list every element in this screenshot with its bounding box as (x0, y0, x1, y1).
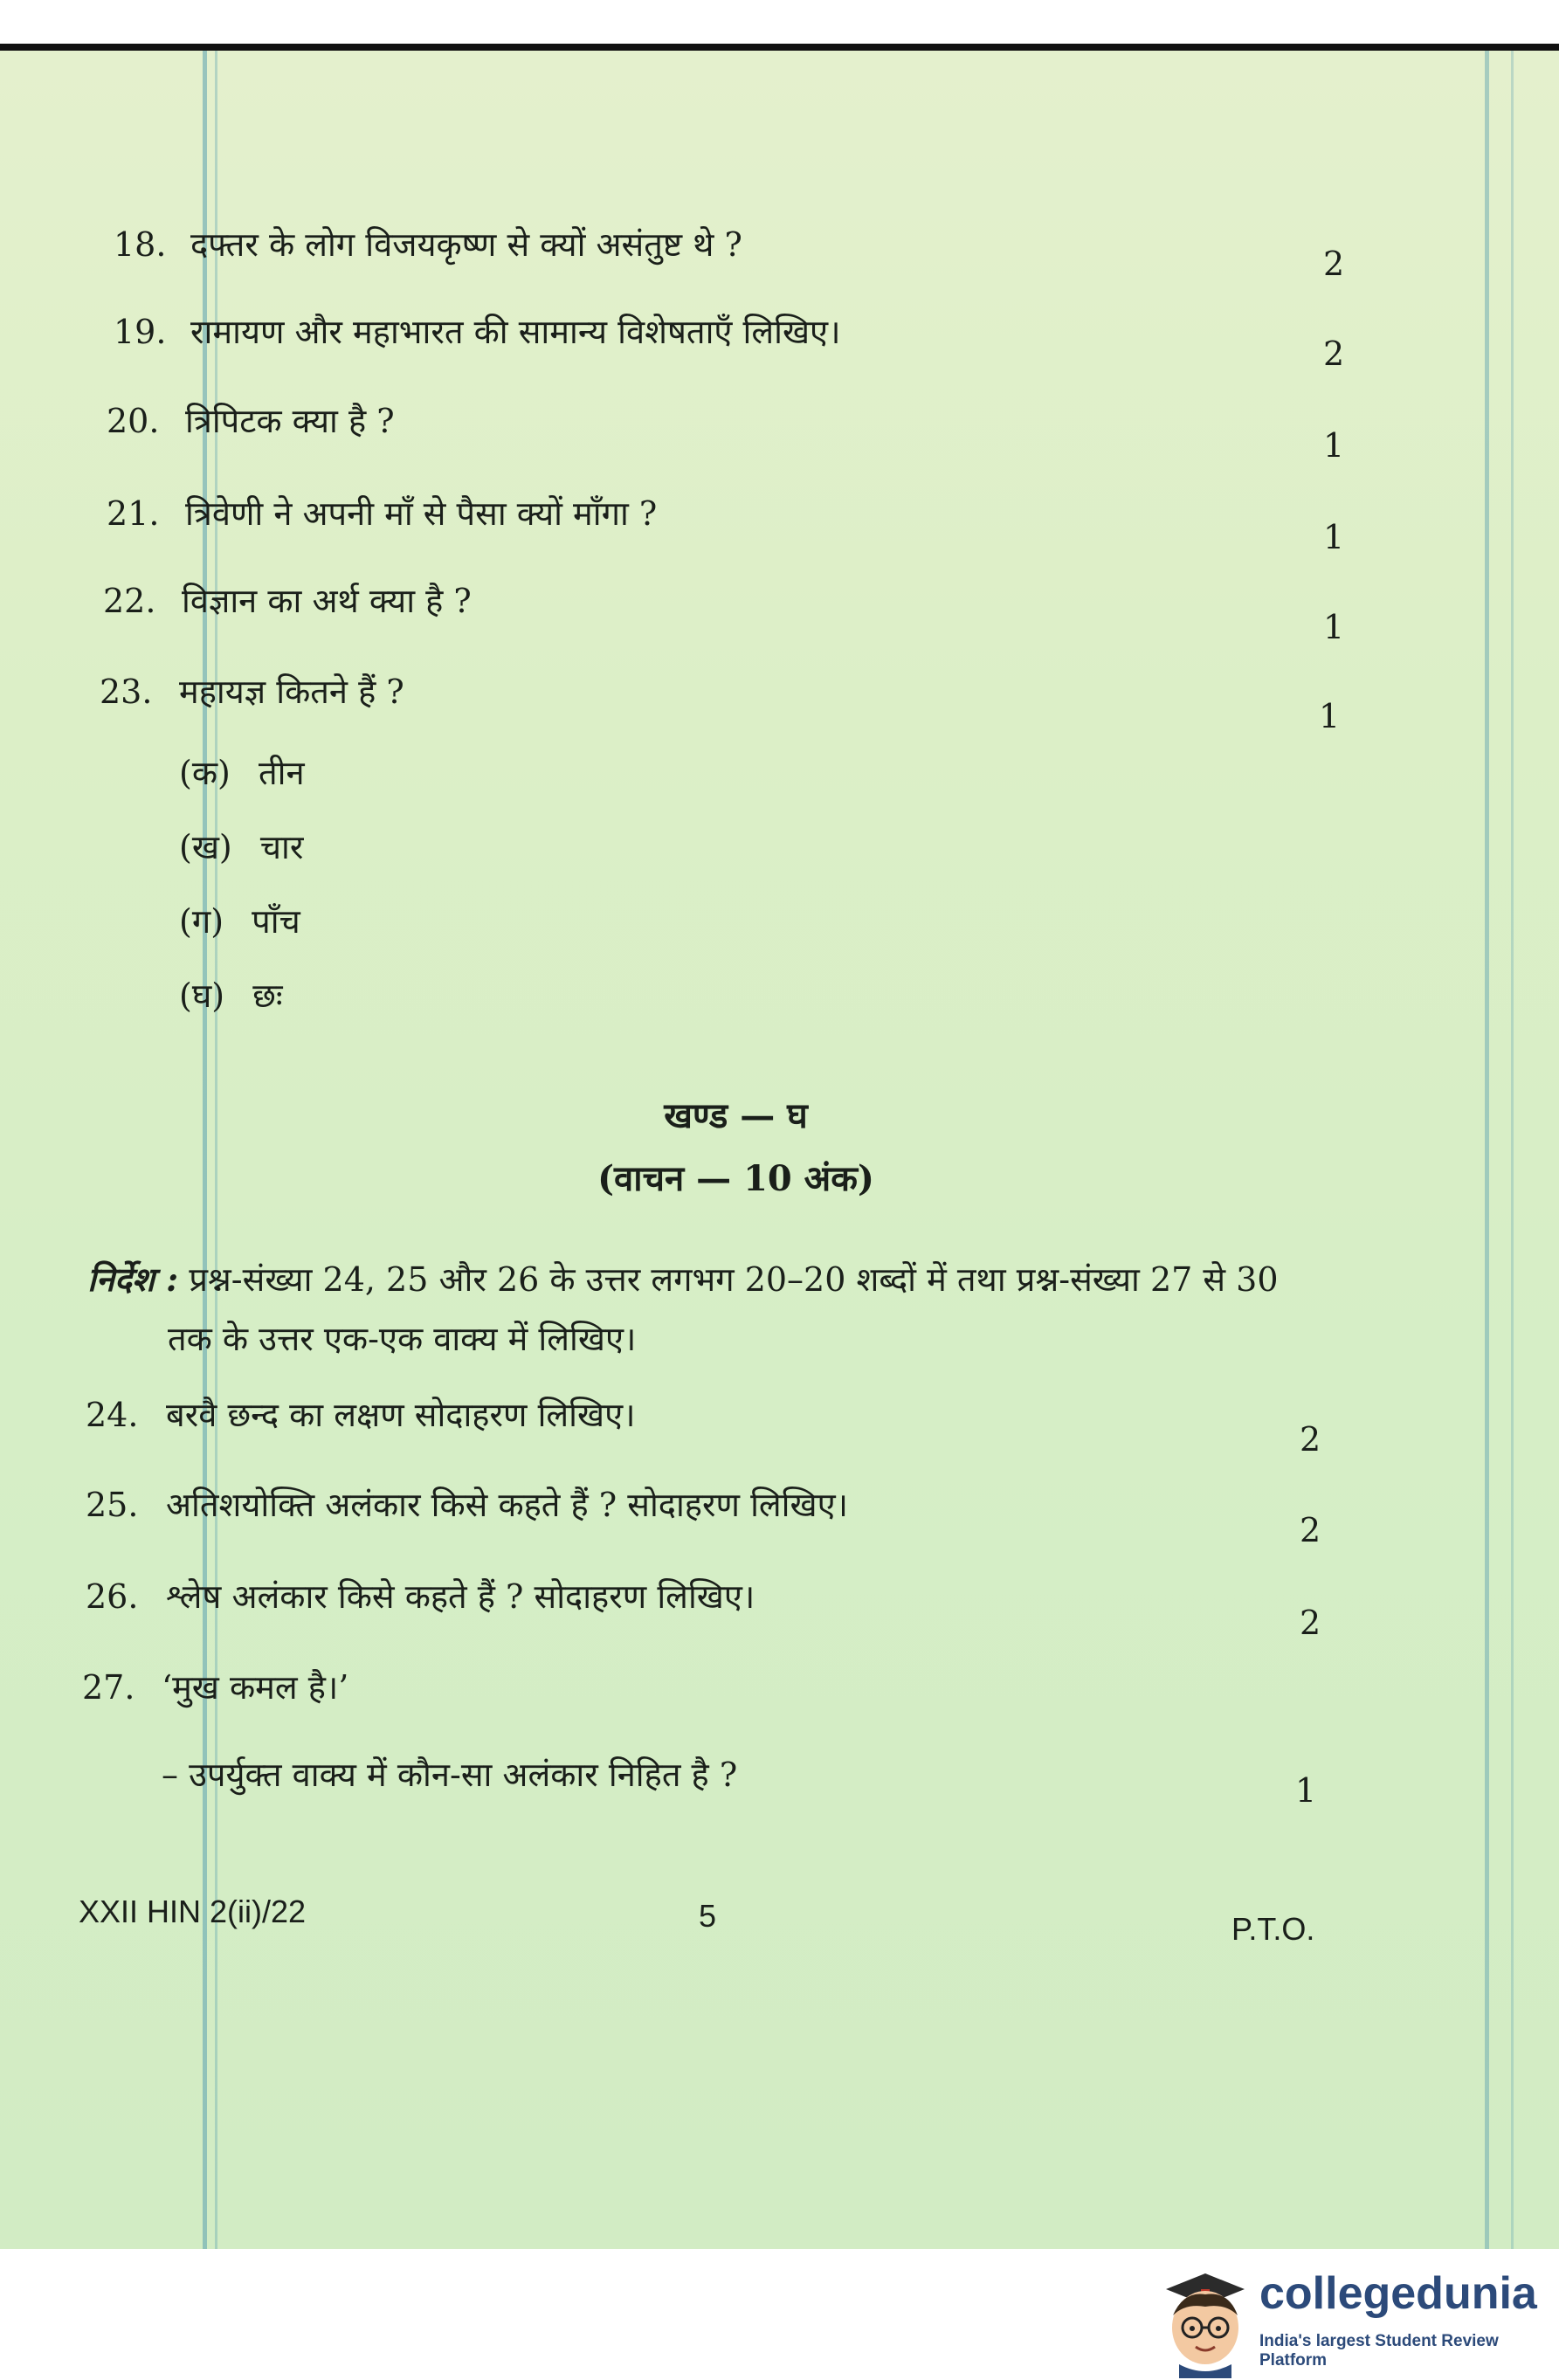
question-number: 18. (114, 225, 167, 264)
brand-watermark (1153, 2252, 1559, 2380)
question-text: त्रिपिटक क्या है ? (185, 402, 395, 440)
question-number: 23. (100, 673, 153, 711)
option-label: (क) (179, 754, 231, 792)
question-text: दफ्तर के लोग विजयकृष्ण से क्यों असंतुष्ट थे ? (190, 225, 742, 264)
question-27-text: – उपर्युक्त वाक्य में कौन-सा अलंकार निहित है ? (162, 1756, 738, 1794)
question-number: 27. (82, 1668, 135, 1707)
question-mark: 1 (1323, 426, 1345, 465)
brand-name: collegedunia (1259, 2268, 1537, 2319)
option-b (179, 824, 303, 869)
instruction-label: निर्देश : (87, 1259, 179, 1299)
page-number: 5 (699, 1898, 717, 1934)
question-text: विज्ञान का अर्थ क्या है ? (182, 582, 472, 620)
question-mark: 2 (1323, 245, 1345, 283)
option-label: (ख) (179, 828, 232, 866)
brand-tagline: India's largest Student Review Platform (1259, 2332, 1499, 2370)
question-number: 25. (86, 1486, 139, 1524)
section-title: खण्ड — घ (664, 1095, 808, 1136)
instruction (87, 1256, 1279, 1301)
section-subtitle: (वाचन — 10 अंक) (597, 1158, 874, 1199)
option-a (179, 749, 305, 795)
question-text: रामायण और महाभारत की सामान्य विशेषताएँ लिखिए। (190, 313, 841, 351)
question-quote: ‘मुख कमल है।’ (162, 1668, 349, 1707)
question-mark: 2 (1323, 335, 1345, 373)
question-text: श्लेष अलंकार किसे कहते हैं ? सोदाहरण लिखिए। (166, 1577, 755, 1616)
option-text: पाँच (252, 902, 300, 941)
instruction-line2: तक के उत्तर एक-एक वाक्य में लिखिए। (168, 1320, 637, 1358)
question-text: त्रिवेणी ने अपनी माँ से पैसा क्यों माँगा ? (185, 494, 658, 533)
question-number: 22. (103, 582, 156, 620)
question-mark: 2 (1300, 1604, 1321, 1642)
question-number: 21. (107, 494, 160, 533)
option-c (179, 898, 300, 943)
option-text: तीन (258, 754, 305, 792)
question-number: 19. (114, 313, 167, 351)
question-number: 26. (86, 1577, 139, 1616)
question-text: बरवै छन्द का लक्षण सोदाहरण लिखिए। (166, 1396, 636, 1434)
question-number: 20. (107, 402, 160, 440)
pto-label: P.T.O. (1231, 1911, 1315, 1947)
mascot-icon (1157, 2256, 1253, 2378)
question-text: महायज्ञ कितने हैं ? (179, 673, 404, 711)
question-number: 24. (86, 1396, 139, 1434)
question-mark: 1 (1295, 1771, 1317, 1810)
question-mark: 2 (1300, 1511, 1321, 1549)
question-mark: 1 (1323, 518, 1345, 556)
question-mark: 1 (1319, 697, 1341, 735)
option-label: (घ) (179, 976, 225, 1015)
option-d (179, 972, 283, 1018)
top-border (0, 0, 1559, 51)
option-label: (ग) (179, 902, 224, 941)
exam-page (0, 51, 1559, 2249)
question-mark: 2 (1300, 1420, 1321, 1459)
paper-code: XXII HIN 2(ii)/22 (79, 1894, 307, 1929)
instruction-line1: प्रश्न-संख्या 24, 25 और 26 के उत्तर लगभग 20–20 शब्दों में तथा प्रश्न-संख्या 27 से 30 (189, 1260, 1279, 1299)
question-mark: 1 (1323, 608, 1345, 646)
option-text: छः (252, 976, 283, 1015)
question-text: अतिशयोक्ति अलंकार किसे कहते हैं ? सोदाहरण लिखिए। (166, 1486, 849, 1524)
option-text: चार (259, 828, 304, 866)
